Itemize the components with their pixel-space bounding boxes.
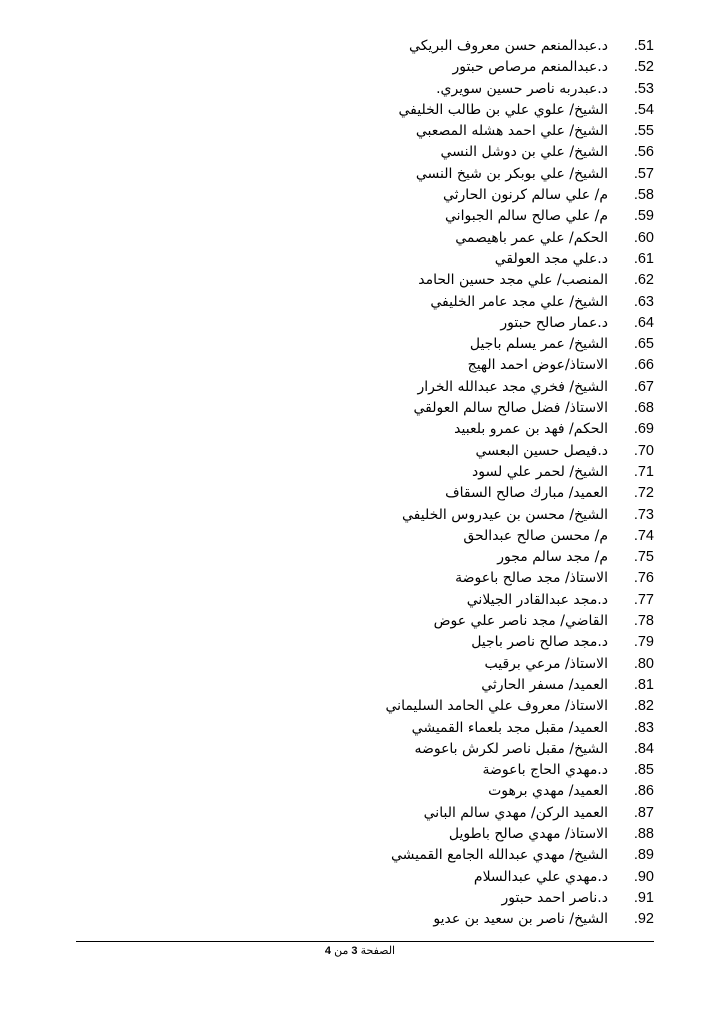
entry-number: 83. <box>633 719 654 736</box>
entry-name: د.مجد صالح ناصر باجيل <box>471 634 608 651</box>
list-item <box>54 611 654 632</box>
entry-name: الشيخ/ مقبل ناصر لكرش باعوضه <box>414 740 608 757</box>
list-item <box>54 121 654 142</box>
entry-name: م/ مجد سالم مجور <box>497 549 608 566</box>
entry-name: م/ علي صالح سالم الجبواني <box>445 208 608 225</box>
entry-name: الاستاذ/ معروف علي الحامد السليماني <box>385 698 608 715</box>
footer-page-word: الصفحة <box>360 945 396 957</box>
list-item <box>54 228 654 249</box>
list-item <box>54 888 654 909</box>
entry-name: الشيخ/ مهدي عبدالله الجامع القميشي <box>390 847 608 864</box>
entry-number: 60. <box>633 229 654 246</box>
entry-name: الشيخ/ عمر يسلم باجيل <box>469 336 608 353</box>
entry-name: د.عبدالمنعم مرصاص حبتور <box>452 59 608 76</box>
list-item <box>54 696 654 717</box>
entry-number: 70. <box>633 442 654 459</box>
list-item <box>54 100 654 121</box>
entry-number: 82. <box>633 698 654 715</box>
entry-number: 88. <box>633 825 654 842</box>
names-list <box>54 36 654 930</box>
list-item <box>54 462 654 483</box>
entry-number: 51. <box>633 38 654 54</box>
list-item <box>54 760 654 781</box>
entry-number: 62. <box>633 272 654 289</box>
footer-current-page: 3 <box>351 945 358 957</box>
entry-name: م/ محسن صالح عبدالحق <box>463 527 608 544</box>
list-item <box>54 398 654 419</box>
entry-name: د.عبدربه ناصر حسين سويري. <box>436 80 608 97</box>
entry-name: د.فيصل حسين البعسي <box>475 442 608 459</box>
entry-number: 52. <box>633 59 654 76</box>
list-item <box>54 568 654 589</box>
entry-number: 90. <box>633 868 654 885</box>
entry-name: الشيخ/ علي بوبكر بن شيخ النسي <box>415 165 608 182</box>
entry-name: الحكم/ علي عمر باهيصمي <box>455 229 608 246</box>
list-item <box>54 36 654 57</box>
entry-name: العميد/ مهدي برهوت <box>488 783 608 800</box>
entry-name: د.علي مجد العولقي <box>494 250 608 267</box>
list-item <box>54 632 654 653</box>
entry-name: الشيخ/ لحمر علي لسود <box>472 463 608 480</box>
entry-name: د.عمار صالح حبتور <box>500 314 608 331</box>
footer-of-word: من <box>334 945 349 957</box>
footer-total-pages: 4 <box>324 945 332 957</box>
entry-number: 74. <box>633 527 654 544</box>
list-item <box>54 590 654 611</box>
list-item <box>54 79 654 100</box>
entry-name: د.عبدالمنعم حسن معروف البريكي <box>409 38 608 54</box>
entry-name: د.مهدي الحاج باعوضة <box>482 762 608 779</box>
entry-number: 91. <box>633 889 654 906</box>
entry-number: 64. <box>633 314 654 331</box>
entry-number: 56. <box>633 144 654 161</box>
list-item <box>54 313 654 334</box>
entry-name: د.ناصر احمد حبتور <box>501 889 608 906</box>
entry-name: العميد/ مسفر الحارثي <box>481 676 608 693</box>
list-item <box>54 867 654 888</box>
entry-number: 67. <box>633 378 654 395</box>
list-item <box>54 824 654 845</box>
entry-number: 75. <box>633 549 654 566</box>
page-footer <box>0 944 720 957</box>
list-item <box>54 419 654 440</box>
entry-number: 54. <box>633 101 654 118</box>
entry-number: 58. <box>633 187 654 204</box>
entry-number: 80. <box>633 655 654 672</box>
entry-name: الشيخ/ علي مجد عامر الخليفي <box>430 293 608 310</box>
entry-name: الشيخ/ علوي علي بن طالب الخليفي <box>398 101 608 118</box>
list-item <box>54 675 654 696</box>
list-item <box>54 185 654 206</box>
entry-number: 63. <box>633 293 654 310</box>
list-item <box>54 505 654 526</box>
entry-number: 66. <box>633 357 654 374</box>
entry-name: الشيخ/ ناصر بن سعيد بن عديو <box>433 911 608 928</box>
list-item <box>54 547 654 568</box>
entry-name: القاضي/ مجد ناصر علي عوض <box>433 613 608 630</box>
list-item <box>54 377 654 398</box>
entry-number: 81. <box>633 676 654 693</box>
entry-name: م/ علي سالم كرنون الحارثي <box>442 187 608 204</box>
list-item <box>54 718 654 739</box>
footer-divider <box>76 941 654 942</box>
entry-name: العميد الركن/ مهدي سالم الباني <box>423 804 608 821</box>
entry-name: الاستاذ/ مهدي صالح باطويل <box>448 825 608 842</box>
entry-number: 77. <box>633 591 654 608</box>
entry-number: 86. <box>633 783 654 800</box>
entry-number: 55. <box>633 123 654 140</box>
entry-number: 71. <box>633 463 654 480</box>
entry-number: 87. <box>633 804 654 821</box>
entry-name: الاستاذ/عوض احمد الهيج <box>467 357 608 374</box>
entry-number: 57. <box>633 165 654 182</box>
entry-number: 69. <box>633 421 654 438</box>
list-item <box>54 57 654 78</box>
list-item <box>54 334 654 355</box>
entry-number: 92. <box>633 911 654 928</box>
entry-number: 59. <box>633 208 654 225</box>
list-item <box>54 142 654 163</box>
list-item <box>54 739 654 760</box>
entry-name: العميد/ مبارك صالح السقاف <box>445 485 608 502</box>
entry-number: 53. <box>633 80 654 97</box>
list-item <box>54 292 654 313</box>
entry-name: الاستاذ/ مرعي برقيب <box>484 655 608 672</box>
list-item <box>54 441 654 462</box>
entry-number: 73. <box>633 506 654 523</box>
list-item <box>54 355 654 376</box>
entry-number: 85. <box>633 762 654 779</box>
entry-number: 72. <box>633 485 654 502</box>
entry-name: الاستاذ/ فضل صالح سالم العولقي <box>413 400 608 417</box>
entry-name: العميد/ مقبل مجد بلعماء القميشي <box>411 719 608 736</box>
list-item <box>54 803 654 824</box>
entry-number: 89. <box>633 847 654 864</box>
entry-name: المنصب/ علي مجد حسين الحامد <box>418 272 608 289</box>
entry-name: الشيخ/ فخري مجد عبدالله الخرار <box>417 378 608 395</box>
entry-number: 65. <box>633 336 654 353</box>
list-item <box>54 249 654 270</box>
list-item <box>54 206 654 227</box>
entry-name: الشيخ/ علي احمد هشله المصعبي <box>415 123 608 140</box>
entry-number: 79. <box>633 634 654 651</box>
entry-number: 84. <box>633 740 654 757</box>
entry-number: 61. <box>633 250 654 267</box>
list-item <box>54 781 654 802</box>
list-item <box>54 654 654 675</box>
list-item <box>54 270 654 291</box>
entry-name: الاستاذ/ مجد صالح باعوضة <box>455 570 608 587</box>
entry-number: 68. <box>633 400 654 417</box>
list-item <box>54 845 654 866</box>
entry-number: 78. <box>633 613 654 630</box>
entry-name: الحكم/ فهد بن عمرو بلعبيد <box>454 421 608 438</box>
entry-name: الشيخ/ محسن بن عيدروس الخليفي <box>401 506 608 523</box>
list-item <box>54 483 654 504</box>
entry-name: د.مهدي علي عبدالسلام <box>473 868 608 885</box>
list-item <box>54 164 654 185</box>
entry-name: د.مجد عبدالقادر الجيلاني <box>466 591 608 608</box>
entry-number: 76. <box>633 570 654 587</box>
list-item <box>54 526 654 547</box>
list-item <box>54 909 654 930</box>
entry-name: الشيخ/ علي بن دوشل النسي <box>440 144 608 161</box>
